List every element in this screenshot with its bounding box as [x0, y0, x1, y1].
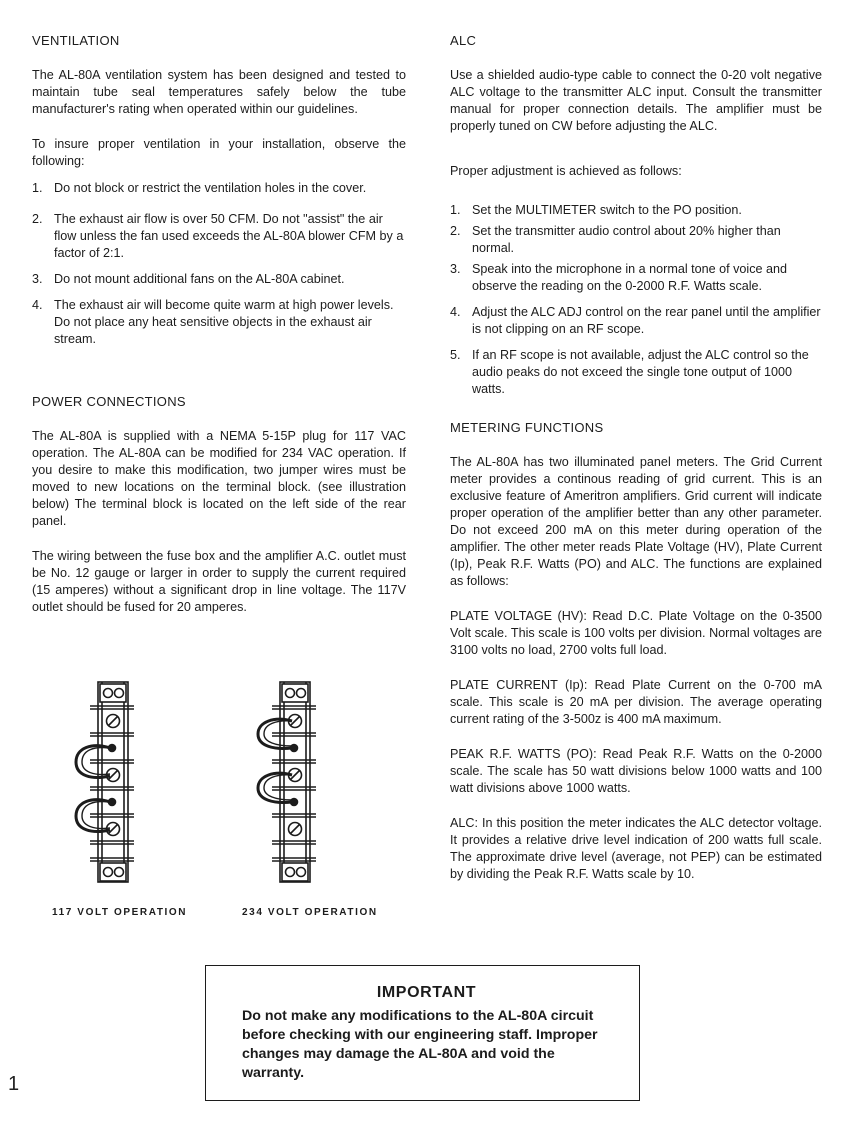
- power-para-2: The wiring between the fuse box and the amplifier A.C. outlet must be No. 12 gauge or larger in order to supply the current required (15 amperes) without a significant drop in line voltage. The 117V outlet should be fused for 20 amperes.: [32, 549, 406, 614]
- list-item: 3. Do not mount additional fans on the AL-80A cabinet.: [32, 272, 345, 286]
- alc-meter-description: ALC: In this position the meter indicates the ALC detector voltage. It provides a relative drive level indication of 200 watts full scale. The approximate drive level (average, not PEP) can be estimated by dividing the Peak R.F. Watts scale by 10.: [450, 816, 822, 881]
- terminal-bottom-holes: [282, 863, 308, 881]
- right-column: [450, 30, 822, 883]
- caption-117-volt: 117 VOLT OPERATION: [52, 907, 188, 918]
- list-item: 2. Set the transmitter audio control about 20% higher than normal.: [450, 224, 781, 255]
- metering-intro: The AL-80A has two illuminated panel meters. The Grid Current meter provides a continous reading of grid current. This is an exclusive feature of Ameritron amplifiers. Grid current will indicate proper operation of the amplifier better than any other parameter. Do not exceed 200 mA on this meter during operation of the amplifier. The other meter reads Plate Voltage (HV), Plate Current (Ip), Peak R.F. Watts (PO) and ALC. The functions are explained as follows:: [450, 455, 822, 588]
- peak-rf-watts-description: PEAK R.F. WATTS (PO): Read Peak R.F. Watts on the 0-2000 scale. The scale has 50 watt divisions below 1000 watts and 100 watt divisions above 1000 watts.: [450, 747, 822, 795]
- page-number: 1: [8, 1073, 20, 1095]
- ventilation-observe: To insure proper ventilation in your installation, observe the following:: [32, 137, 406, 168]
- terminal-top-holes: [282, 684, 308, 702]
- plate-voltage-description: PLATE VOLTAGE (HV): Read D.C. Plate Voltage on the 0-3500 Volt scale. This scale is 100 volts per division. Normal voltages are 3100 volts no load, 2700 volts full load.: [450, 609, 822, 657]
- ventilation-intro: The AL-80A ventilation system has been designed and tested to maintain tube seal temperatures safely below the tube manufacturer's rating when operated within our guidelines.: [32, 68, 406, 116]
- terminal-block-234v: [254, 676, 334, 890]
- terminal-block-diagrams: [32, 676, 406, 916]
- caption-234-volt: 234 VOLT OPERATION: [242, 907, 378, 918]
- terminal-block-117v: [72, 676, 152, 890]
- jumper-wires: [76, 745, 116, 832]
- list-item: 1. Do not block or restrict the ventilation holes in the cover.: [32, 181, 367, 195]
- metering-heading: METERING FUNCTIONS: [450, 420, 604, 435]
- list-item: 3. Speak into the microphone in a normal tone of voice and observe the reading on the 0-2000 R.F. Watts scale.: [450, 262, 788, 293]
- plate-current-description: PLATE CURRENT (Ip): Read Plate Current on the 0-700 mA scale. This scale is 20 mA per division. The average operating current rating of the 3-500z is 400 mA maximum.: [450, 678, 822, 726]
- alc-heading: ALC: [450, 33, 477, 48]
- important-notice: [205, 965, 640, 1101]
- alc-intro: Use a shielded audio-type cable to connect the 0-20 volt negative ALC voltage to the transmitter ALC input. Consult the transmitter manual for proper connection details. The amplifier must be properly tuned on CW before adjusting the ALC.: [450, 68, 822, 133]
- terminal-bottom-holes: [100, 863, 126, 881]
- list-item: 1. Set the MULTIMETER switch to the PO position.: [450, 203, 742, 217]
- important-body: Do not make any modifications to the AL-80A circuit before checking with our engineering staff. Improper changes may damage the AL-80A and void the warranty.: [242, 1008, 598, 1081]
- alc-adjust: Proper adjustment is achieved as follows:: [450, 164, 682, 178]
- terminal-top-holes: [100, 684, 126, 702]
- left-column: [32, 30, 406, 616]
- power-heading: POWER CONNECTIONS: [32, 394, 186, 409]
- ventilation-list: [32, 180, 406, 348]
- list-item: 5. If an RF scope is not available, adjust the ALC control so the audio peaks do not exceed the single tone output of 1000 watts.: [450, 348, 809, 396]
- ventilation-heading: VENTILATION: [32, 33, 120, 48]
- alc-steps: [450, 202, 822, 398]
- important-title: IMPORTANT: [376, 984, 477, 1001]
- power-para-1: The AL-80A is supplied with a NEMA 5-15P plug for 117 VAC operation. The AL-80A can be modified for 234 VAC operation. If you desire to make this modification, two jumper wires must be moved to new locations on the terminal block. (see illustration below) The terminal block is located on the left side of the rear panel.: [32, 429, 406, 528]
- list-item: 4. Adjust the ALC ADJ control on the rear panel until the amplifier is not clipping on an RF scope.: [450, 305, 821, 336]
- list-item: 2. The exhaust air flow is over 50 CFM. Do not "assist" the air flow unless the fan used exceeds the AL-80A blower CFM by a factor of 2:1.: [32, 212, 404, 260]
- list-item: 4. The exhaust air will become quite warm at high power levels. Do not place any heat sensitive objects in the exhaust air stream.: [32, 298, 394, 346]
